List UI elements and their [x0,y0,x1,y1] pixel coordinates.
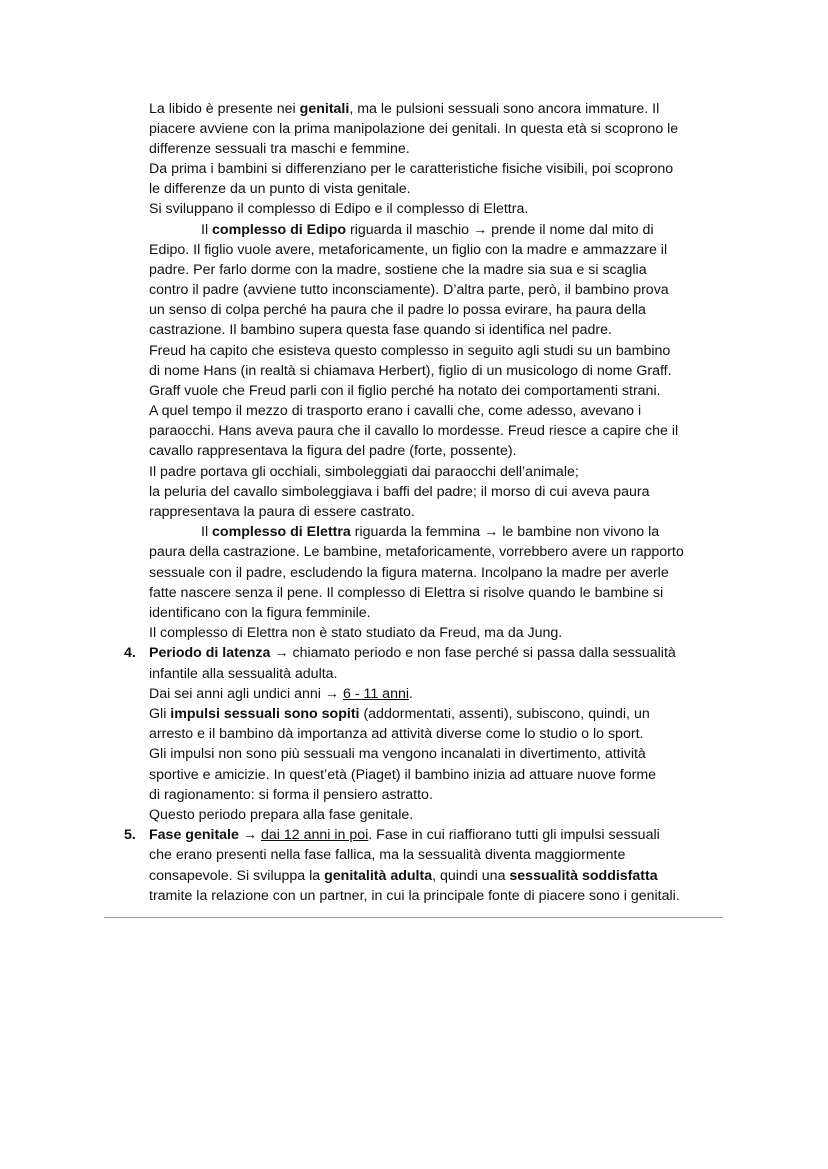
text-line: Da prima i bambini si differenziano per le caratteristiche fisiche visibili, poi scoprono [149,161,674,177]
text-line: cavallo rappresentava la figura del padre (forte, possente). [149,443,517,459]
text-line: Freud ha capito che esisteva questo complesso in seguito agli studi su un bambino [149,343,671,359]
text-line: padre. Per farlo dorme con la madre, sostiene che la madre sia sua e si scaglia [149,262,647,278]
text-line: Il complesso di Elettra non è stato studiato da Freud, ma da Jung. [149,625,563,641]
text-line: infantile alla sessualità adulta. [149,666,338,682]
text-line: Il padre portava gli occhiali, simboleggiati dai paraocchi dell’animale; [149,464,579,480]
text-line: Gli impulsi sessuali sono sopiti (addormentati, assenti), subiscono, quindi, un [149,706,650,722]
elettra-heading-line: Il complesso di Elettra riguarda la femmina → le bambine non vivono la [201,524,660,540]
text-line: le differenze da un punto di vista genitale. [149,181,411,197]
text-line: paura della castrazione. Le bambine, metaforicamente, vorrebbero avere un rapporto [149,544,684,560]
text-line: paraocchi. Hans aveva paura che il cavallo lo mordesse. Freud riesce a capire che il [149,423,679,439]
text-line: di ragionamento: si forma il pensiero astratto. [149,787,433,803]
list-number: 5. [124,827,136,843]
text-line: che erano presenti nella fase fallica, ma la sessualità diventa maggiormente [149,847,626,863]
text-line: di nome Hans (in realtà si chiamava Herbert), figlio di un musicologo di nome Graff. [149,363,672,379]
text-line: La libido è presente nei genitali, ma le pulsioni sessuali sono ancora immature. Il [149,101,660,117]
text-line: arresto e il bambino dà importanza ad attività diverse come lo studio o lo sport. [149,726,644,742]
text-line: tramite la relazione con un partner, in cui la principale fonte di piacere sono i genitali. [149,888,680,904]
text-line: sessuale con il padre, escludendo la figura materna. Incolpano la madre per averle [149,565,669,581]
text-line: castrazione. Il bambino supera questa fase quando si identifica nel padre. [149,322,612,338]
text-line: Edipo. Il figlio vuole avere, metaforicamente, un figlio con la madre e ammazzare il [149,242,668,258]
text-line: Si sviluppano il complesso di Edipo e il complesso di Elettra. [149,201,529,217]
text-line: differenze sessuali tra maschi e femmine. [149,141,410,157]
text-line: contro il padre (avviene tutto inconsciamente). D’altra parte, però, il bambino prova [149,282,669,298]
text-line: Questo periodo prepara alla fase genitale. [149,807,414,823]
text-line: la peluria del cavallo simboleggiava i baffi del padre; il morso di cui aveva paura [149,484,650,500]
text-line: un senso di colpa perché ha paura che il padre lo possa evirare, ha paura della [149,302,646,318]
list-number: 4. [124,645,136,661]
text-line: Graff vuole che Freud parli con il figlio perché ha notato dei comportamenti strani. [149,383,661,399]
text-line: consapevole. Si sviluppa la genitalità adulta, quindi una sessualità soddisfatta [149,868,658,884]
horizontal-divider [104,917,723,918]
text-line: fatte nascere senza il pene. Il complesso di Elettra si risolve quando le bambine si [149,585,664,601]
latenza-heading-line: Periodo di latenza → chiamato periodo e non fase perché si passa dalla sessualità [149,645,676,661]
text-line: identificano con la figura femminile. [149,605,371,621]
text-line: rappresentava la paura di essere castrato. [149,504,415,520]
text-line: sportive e amicizie. In quest’età (Piaget) il bambino inizia ad attuare nuove forme [149,767,657,783]
text-line: Dai sei anni agli undici anni → 6 - 11 anni. [149,686,413,702]
text-line: A quel tempo il mezzo di trasporto erano i cavalli che, come adesso, avevano i [149,403,642,419]
text-line: Gli impulsi non sono più sessuali ma vengono incanalati in divertimento, attività [149,746,646,762]
edipo-heading-line: Il complesso di Edipo riguarda il maschio → prende il nome dal mito di [201,222,654,238]
genitale-heading-line: Fase genitale → dai 12 anni in poi. Fase in cui riaffiorano tutti gli impulsi sessuali [149,827,660,843]
text-line: piacere avviene con la prima manipolazione dei genitali. In questa età si scoprono le [149,121,679,137]
